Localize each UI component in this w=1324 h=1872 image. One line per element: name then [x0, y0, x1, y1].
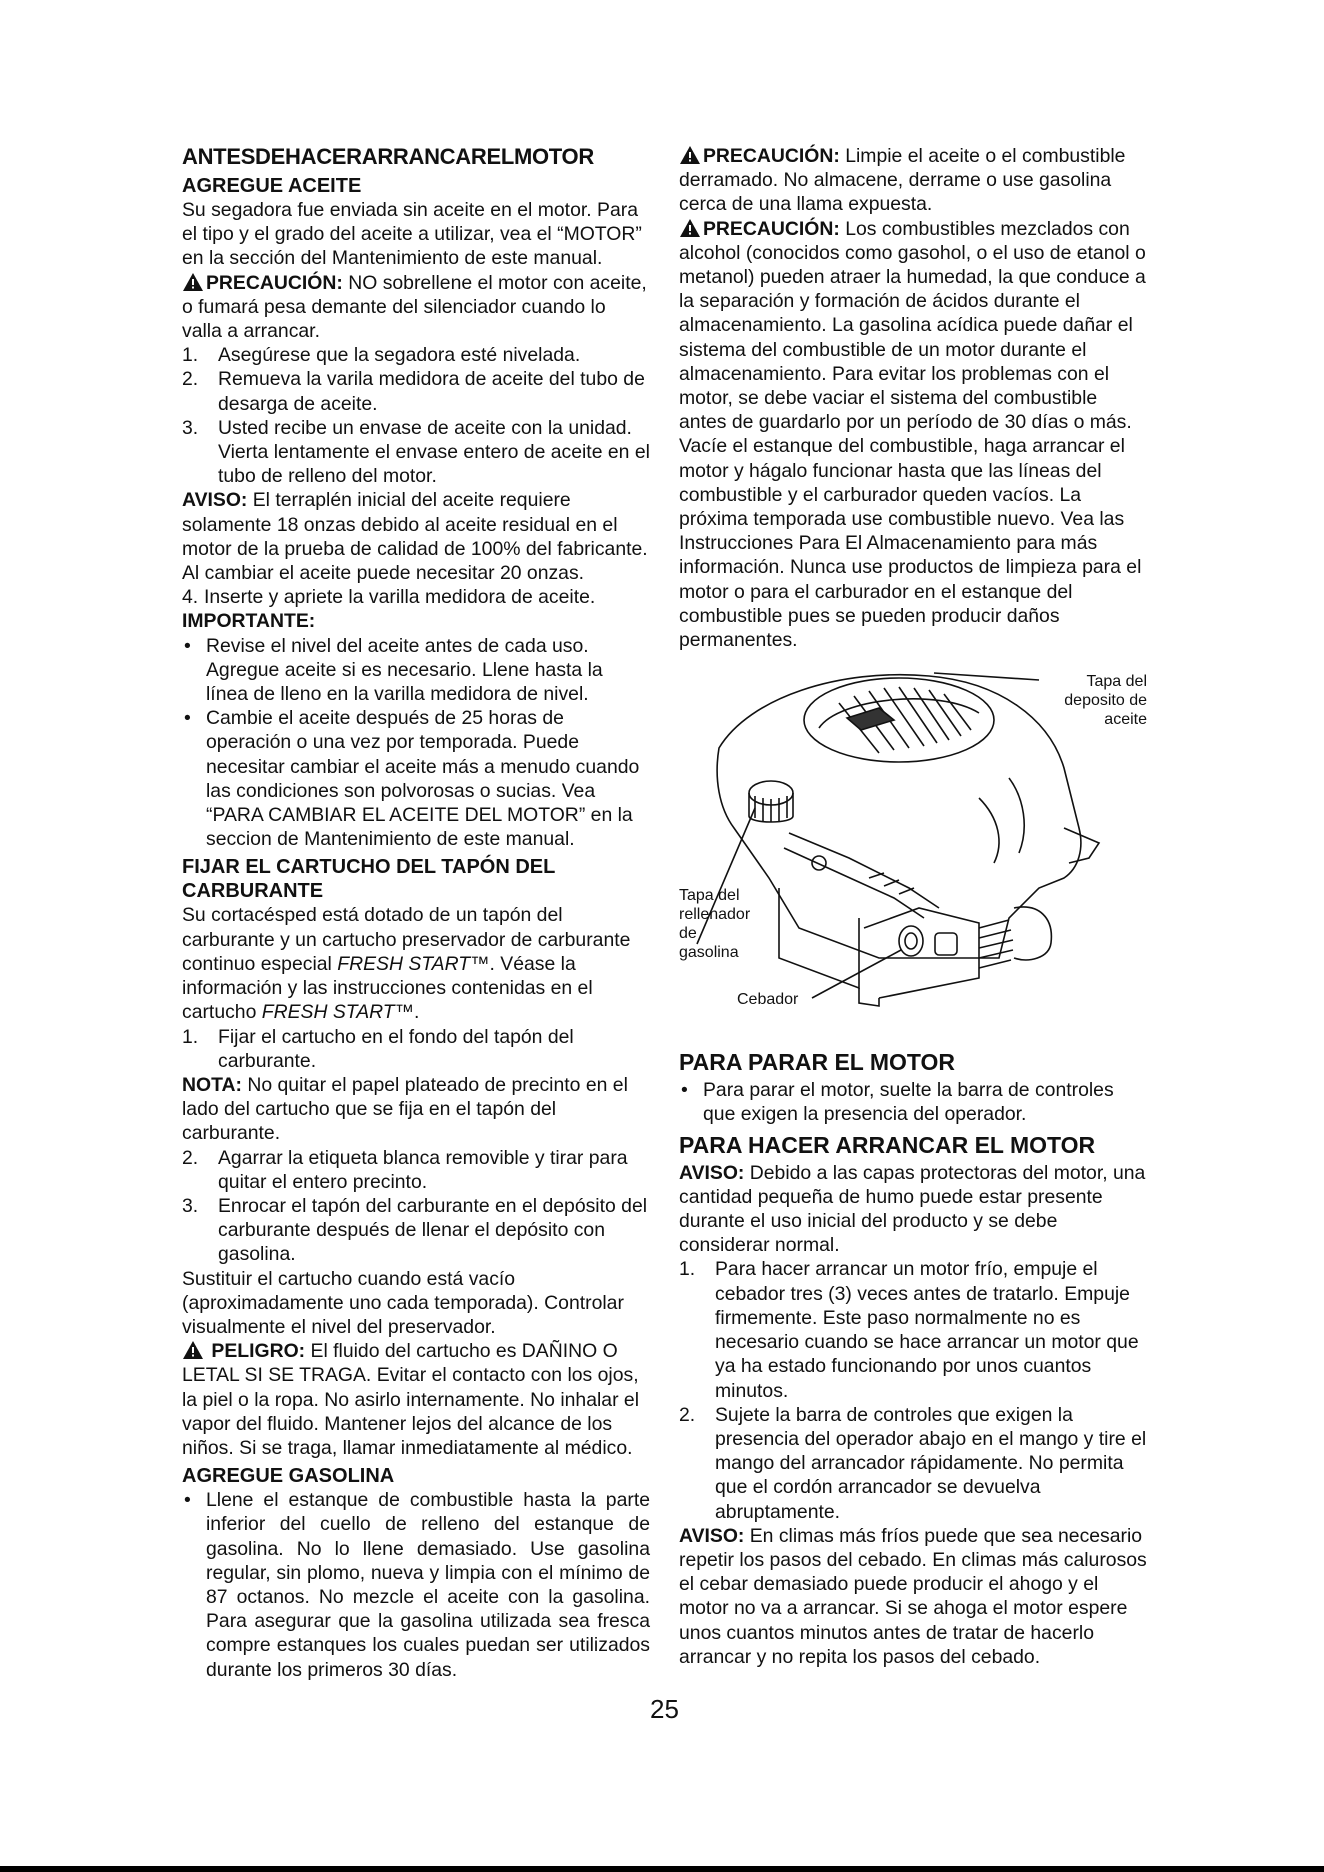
step-text: Remueva la varila medidora de aceite del tubo de desarga de aceite. — [218, 368, 645, 415]
list-item — [182, 585, 650, 609]
danger-text: El fluido del cartucho es DAÑINO O LETAL SI SE TRAGA. Evitar el contacto con los ojos, la piel o la ropa. No asirlo internamente. No inhalar el vapor del fluido. Mantener lejos del alcance de los niños. Si se traga, llamar inmediatamente al médico. — [182, 1340, 640, 1459]
aviso-text: En climas más fríos puede que sea necesario repetir los pasos del cebado. En climas más calurosos el cebar demasiado puede producir el ahogo y el motor no va a arrancar. Si se ahoga el motor espere unos cuantos minutos antes de tratar de hacerlo arrancar y no repita los pasos del cebado. — [679, 1524, 1147, 1668]
warning-triangle-icon — [182, 1340, 204, 1360]
step-text: Usted recibe un envase de aceite con la unidad. Vierta lentamente el envase entero de aceite en el tubo de relleno del motor. — [218, 416, 650, 488]
label-oil-cap — [1064, 672, 1147, 729]
bottom-rule — [0, 1866, 1324, 1872]
cartridge-intro-c: . — [414, 1001, 420, 1024]
warning-triangle-icon — [182, 272, 204, 292]
cartridge-step1 — [182, 1025, 650, 1073]
oil-steps-list — [182, 343, 650, 488]
caution-text: Limpie el aceite o el combustible derramado. No almacene, derrame o use gasolina cerca de una llama expuesta. — [679, 145, 1126, 216]
label-fuel-cap — [679, 886, 750, 962]
step-number: 2. — [679, 1403, 696, 1426]
cartridge-intro-b: . Véase la información y las instrucciones contenidas en el cartucho — [182, 952, 593, 1024]
oil-aviso — [182, 488, 650, 585]
oil-caution — [182, 271, 650, 344]
list-item — [182, 1025, 650, 1073]
caution-label: PRECAUCIÓN: — [206, 271, 343, 294]
page-title: ANTESDEHACERARRANCARELMOTOR — [182, 144, 594, 169]
label-line: rellenador — [679, 906, 751, 924]
list-item: • Llene el estanque de combustible hasta la parte inferior del cuello de relleno del estanque de gasolina. No lo llene demasiado. Use gasolina regular, sin plomo, nueva y limpia con el mínimo de 87 octanos. No mezcle el aceite con la gasolina. Para asegurar que la gasolina utilizada sea fresca compre estanques los cuales puedan ser utilizados durante los primeros 30 días. — [182, 1488, 650, 1682]
cartridge-danger — [182, 1339, 650, 1460]
brand-name: FRESH START™ — [337, 952, 490, 975]
list-item: • Cambie el aceite después de 25 horas de operación o una vez por temporada. Puede necesitar cambiar el aceite más a menudo cuando las condiciones son polvorosas o sucias. Vea “PARA CAMBIAR EL ACEITE DEL MOTOR” en la seccion de Mantenimiento de este manual. — [182, 706, 650, 851]
step-text: Agarrar la etiqueta blanca removible y tirar para quitar el entero precinto. — [218, 1146, 628, 1193]
engine-figure — [679, 658, 1147, 1038]
caution-label: PRECAUCIÓN: — [703, 217, 840, 240]
aviso-label: AVISO: — [679, 1524, 745, 1547]
label-line: Tapa del — [1086, 673, 1147, 691]
step-text: Enrocar el tapón del carburante en el depósito del carburante después de llenar el depósito con gasolina. — [218, 1194, 648, 1266]
danger-label: PELIGRO: — [211, 1340, 306, 1363]
step-text: Sujete la barra de controles que exigen la presencia del operador abajo en el mango y tire el mango del arrancador rápidamente. No permita que el cordón arrancador se devuelva abruptamente. — [715, 1403, 1147, 1523]
start-steps-list — [679, 1257, 1147, 1523]
nota-text: No quitar el papel plateado de precinto en el lado del cartucho que se fija en el tapón del carburante. — [182, 1073, 628, 1145]
step-number: 2. — [182, 368, 199, 391]
step-number: 3. — [182, 416, 199, 439]
caution-alcohol — [679, 217, 1147, 653]
label-primer: Cebador — [737, 991, 799, 1009]
label-line: aceite — [1104, 711, 1147, 729]
step-number: 4. — [182, 586, 199, 609]
caution-text: NO sobrellene el motor con aceite, o fumará pesa demante del silenciador cuando lo valla a arrancar. — [182, 271, 647, 343]
nota-label: NOTA: — [182, 1073, 242, 1096]
label-line: deposito de — [1064, 692, 1147, 710]
step-number: 2. — [182, 1146, 199, 1169]
cartridge-steps-list — [182, 1146, 650, 1267]
left-column — [182, 144, 650, 1682]
caution-spill — [679, 144, 1147, 217]
gas-list — [182, 1488, 650, 1682]
cartridge-note — [182, 1073, 650, 1146]
section-heading-add-oil: AGREGUE ACEITE — [182, 175, 362, 197]
cartridge-intro-a: Su cortacésped está dotado de un tapón del carburante y un cartucho preservador de carburante continuo especial — [182, 904, 631, 975]
section-heading-fuel-cartridge: FIJAR EL CARTUCHO DEL TAPÓN DEL CARBURANTE — [182, 856, 555, 903]
step-text: Inserte y apriete la varilla medidora de aceite. — [204, 586, 596, 609]
step-number: 1. — [182, 344, 199, 367]
list-item — [679, 1257, 1147, 1402]
list-item — [679, 1403, 1147, 1524]
label-line: de — [679, 925, 697, 943]
list-item — [182, 343, 650, 367]
step-text: Fijar el cartucho en el fondo del tapón del carburante. — [218, 1025, 574, 1072]
step-number: 1. — [679, 1258, 696, 1281]
list-item — [182, 1146, 650, 1194]
list-item — [182, 367, 650, 415]
brand-name: FRESH START™ — [261, 1001, 415, 1024]
section-heading-add-gas: AGREGUE GASOLINA — [182, 1465, 395, 1488]
oil-intro: Su segadora fue enviada sin aceite en el motor. Para el tipo y el grado del aceite a utilizar, vea el “MOTOR” en la sección del Mantenimiento de este manual. — [182, 199, 642, 270]
oil-step4 — [182, 585, 650, 609]
step-number: 1. — [182, 1025, 199, 1048]
section-heading-stop-engine: PARA PARAR EL MOTOR — [679, 1049, 956, 1076]
caution-text: Los combustibles mezclados con alcohol (conocidos como gasohol, o el uso de etanol o metanol) pueden atraer la humedad, la que conduce a la separación y formación de ácidos durante el almacenamiento. La gasolina acídica puede dañar el sistema del combustible de un motor durante el almacenamiento. Para evitar los problemas con el motor, se debe vaciar el sistema del combustible antes de guardarlo por un período de 30 días o más. Vacíe el estanque del combustible, haga arrancar el motor y hágalo funcionar hasta que las líneas del combustible y el carburador queden vacíos. La próxima temporada use combustible nuevo. Vea las Instrucciones Para El Almacenamiento para más información. Nunca use productos de limpieza para el motor o para el carburador en el estanque del combustible pues se pueden producir daños permanentes. — [679, 217, 1146, 652]
list-item — [182, 416, 650, 489]
label-line: gasolina — [679, 944, 739, 962]
step-text: Asegúrese que la segadora esté nivelada. — [218, 344, 581, 367]
aviso-text: El terraplén inicial del aceite requiere solamente 18 onzas debido al aceite residual en el motor de la prueba de calidad de 100% del fabricante. Al cambiar el aceite puede necesitar 20 onzas. — [182, 489, 648, 585]
step-number: 3. — [182, 1194, 199, 1217]
list-item — [182, 1194, 650, 1267]
aviso-label: AVISO: — [182, 489, 248, 512]
cartridge-replace: Sustituir el cartucho cuando está vacío (aproximadamente uno cada temporada). Controlar visualmente el nivel del preservador. — [182, 1267, 624, 1338]
step-text: Para hacer arrancar un motor frío, empuje el cebador tres (3) veces antes de tratarlo. Empuje firmemente. Este paso normalmente no es necesario cuando se hace arrancar un motor que ya ha estado funcionando por unos cuantos minutos. — [715, 1258, 1139, 1402]
aviso-label: AVISO: — [679, 1161, 745, 1184]
important-label: IMPORTANTE: — [182, 610, 316, 633]
start-aviso — [679, 1161, 1147, 1258]
cartridge-intro — [182, 903, 650, 1024]
stop-list — [679, 1078, 1147, 1126]
warning-triangle-icon — [679, 145, 701, 165]
start-aviso-2 — [679, 1524, 1147, 1669]
page-number: 25 — [650, 1694, 679, 1724]
label-line: Tapa del — [679, 887, 740, 905]
warning-triangle-icon — [679, 218, 701, 238]
aviso-text: Debido a las capas protectoras del motor, una cantidad pequeña de humo puede estar presente durante el uso inicial del producto y se debe considerar normal. — [679, 1161, 1146, 1257]
section-heading-start-engine: PARA HACER ARRANCAR EL MOTOR — [679, 1131, 1096, 1158]
right-column — [679, 144, 1147, 1669]
caution-label: PRECAUCIÓN: — [703, 145, 840, 167]
important-list — [182, 634, 650, 852]
list-item: • Revise el nivel del aceite antes de cada uso. Agregue aceite si es necesario. Llene hasta la línea de lleno en la varilla medidora de nivel. — [182, 634, 650, 707]
list-item: • Para parar el motor, suelte la barra de controles que exigen la presencia del operador. — [679, 1078, 1147, 1126]
